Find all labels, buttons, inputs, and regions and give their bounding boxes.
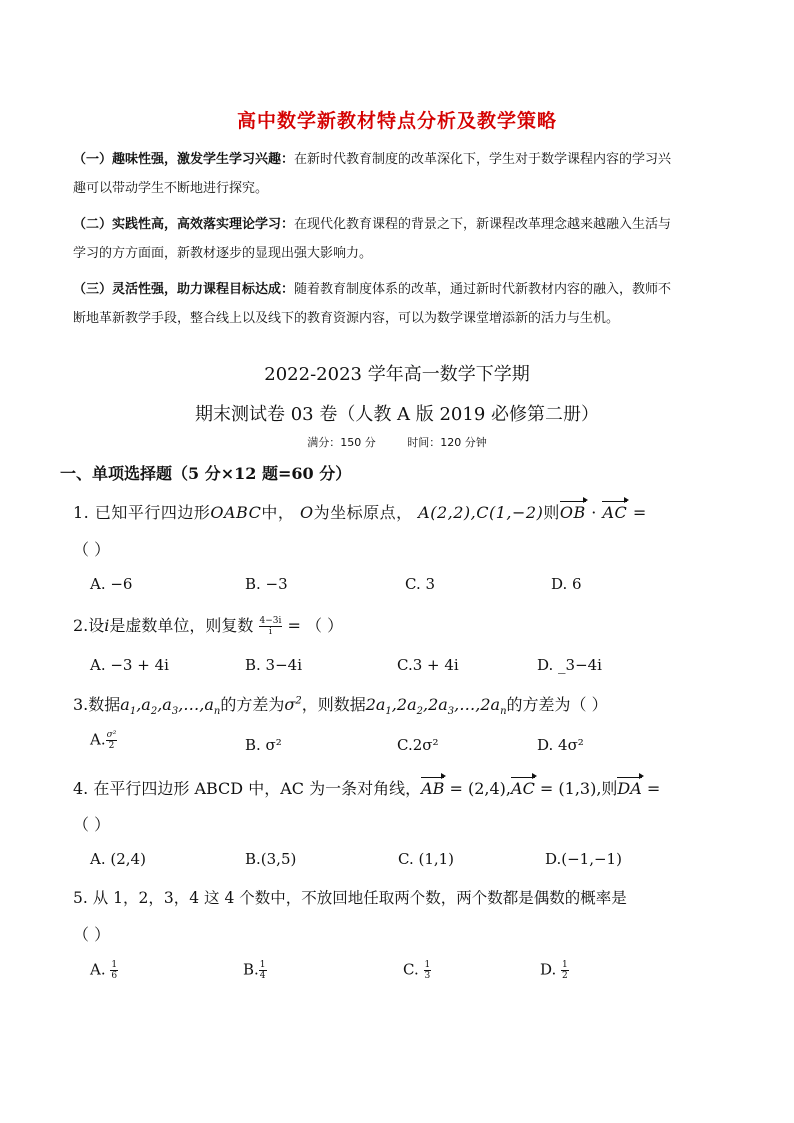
q1-option-c[interactable]: C. 3 (405, 575, 436, 593)
q2-option-b[interactable]: B. 3−4i (245, 656, 303, 674)
intro-text: 学习的方方面面，新教材逐步的显现出强大影响力。 (73, 246, 373, 261)
q5-option-b[interactable]: B. $\frac{1}{4}$ (243, 960, 266, 981)
exam-title-line-1: 2022-2023 学年高一数学下学期 (264, 364, 530, 385)
question-1: 1. 已知平行四边形OABC中， O为坐标原点， A(2,2),C(1,−2)则OB · AC = (73, 503, 647, 522)
q5-option-c[interactable]: C. $\frac{1}{3}$ (403, 960, 431, 981)
q3-option-c[interactable]: C.2σ² (397, 736, 439, 754)
question-1-paren: （ ） (73, 540, 111, 559)
exam-meta (0, 434, 794, 450)
q2-option-a[interactable]: A. −3 + 4i (90, 656, 169, 674)
q4-option-c[interactable]: C. (1,1) (398, 850, 455, 868)
q1-option-b[interactable]: B. −3 (245, 575, 288, 593)
fraction: $\frac{1}{4}$ (259, 960, 266, 981)
q1-option-d[interactable]: D. 6 (551, 575, 582, 593)
q4-option-a[interactable]: A. (2,4) (90, 850, 146, 868)
intro-paragraph-2 (73, 210, 723, 268)
q3-option-b[interactable]: B. σ² (245, 736, 282, 754)
q2-option-c[interactable]: C.3 + 4i (397, 656, 459, 674)
q4-option-d[interactable]: D.(−1,−1) (545, 850, 622, 868)
fraction: $\frac{1}{2}$ (562, 960, 568, 981)
intro-text: 趣可以带动学生不断地进行探究。 (73, 181, 269, 196)
intro-paragraph-3 (73, 275, 723, 333)
q3-option-a[interactable]: A. $\frac{\text{σ²}}{2}$ (90, 730, 117, 751)
section-heading: 一、单项选择题（5 分×12 题=60 分） (60, 464, 352, 483)
question-3: 3.数据$a_1,a_2,a_3,\dots,a_n$的方差为$\sigma^2$，则数据$2a_1,2a_2,2a_3,\dots,2a_n$的方差为（ ） (73, 695, 608, 718)
full-score: 满分：150 分 (307, 436, 376, 449)
article-title: 高中数学新教材特点分析及教学策略 (236, 110, 557, 132)
fraction: $\frac{\text{σ²}}{2}$ (106, 730, 117, 751)
q5-option-a[interactable]: A. $\frac{1}{6}$ (90, 960, 118, 981)
intro-text: 断地革新教学手段，整合线上以及线下的教育资源内容，可以为数学课堂增添新的活力与生机。 (73, 311, 620, 326)
intro-text: 随着教育制度体系的改革，通过新时代新教材内容的融入，教师不 (294, 282, 672, 297)
fraction: $\frac{4-3i}{i}$ (259, 616, 282, 637)
q2-option-d[interactable]: D. _3−4i (537, 656, 602, 674)
question-4: 4. 在平行四边形 ABCD 中，AC 为一条对角线，AB = (2,4),AC = (1,3),则DA = (73, 779, 661, 798)
time-limit: 时间：120 分钟 (407, 436, 487, 449)
intro-heading: （三）灵活性强，助力课程目标达成： (73, 282, 295, 297)
question-4-paren: （ ） (73, 815, 111, 834)
intro-paragraph-1 (73, 145, 723, 203)
question-5: 5. 从 1，2，3，4 这 4 个数中，不放回地任取两个数，两个数都是偶数的概率是 (73, 889, 627, 907)
fraction: $\frac{1}{6}$ (111, 960, 118, 981)
intro-text: 在现代化教育课程的背景之下，新课程改革理念越来越融入生活与 (294, 217, 672, 232)
fraction: $\frac{1}{3}$ (424, 960, 431, 981)
intro-heading: （二）实践性高，高效落实理论学习： (73, 217, 295, 232)
q5-option-d[interactable]: D. $\frac{1}{2}$ (540, 960, 568, 981)
intro-heading: （一）趣味性强，激发学生学习兴趣： (73, 152, 295, 167)
question-5-paren: （ ） (73, 925, 111, 944)
question-2: 2.设i是虚数单位，则复数 $\frac{4-3i}{i}$ = （ ） (73, 616, 344, 637)
exam-title-line-2: 期末测试卷 03 卷（人教 A 版 2019 必修第二册） (194, 404, 600, 425)
q4-option-b[interactable]: B.(3,5) (245, 850, 297, 868)
q1-option-a[interactable]: A. −6 (90, 575, 133, 593)
q3-option-d[interactable]: D. 4σ² (537, 736, 584, 754)
intro-text: 在新时代教育制度的改革深化下，学生对于数学课程内容的学习兴 (294, 152, 672, 167)
